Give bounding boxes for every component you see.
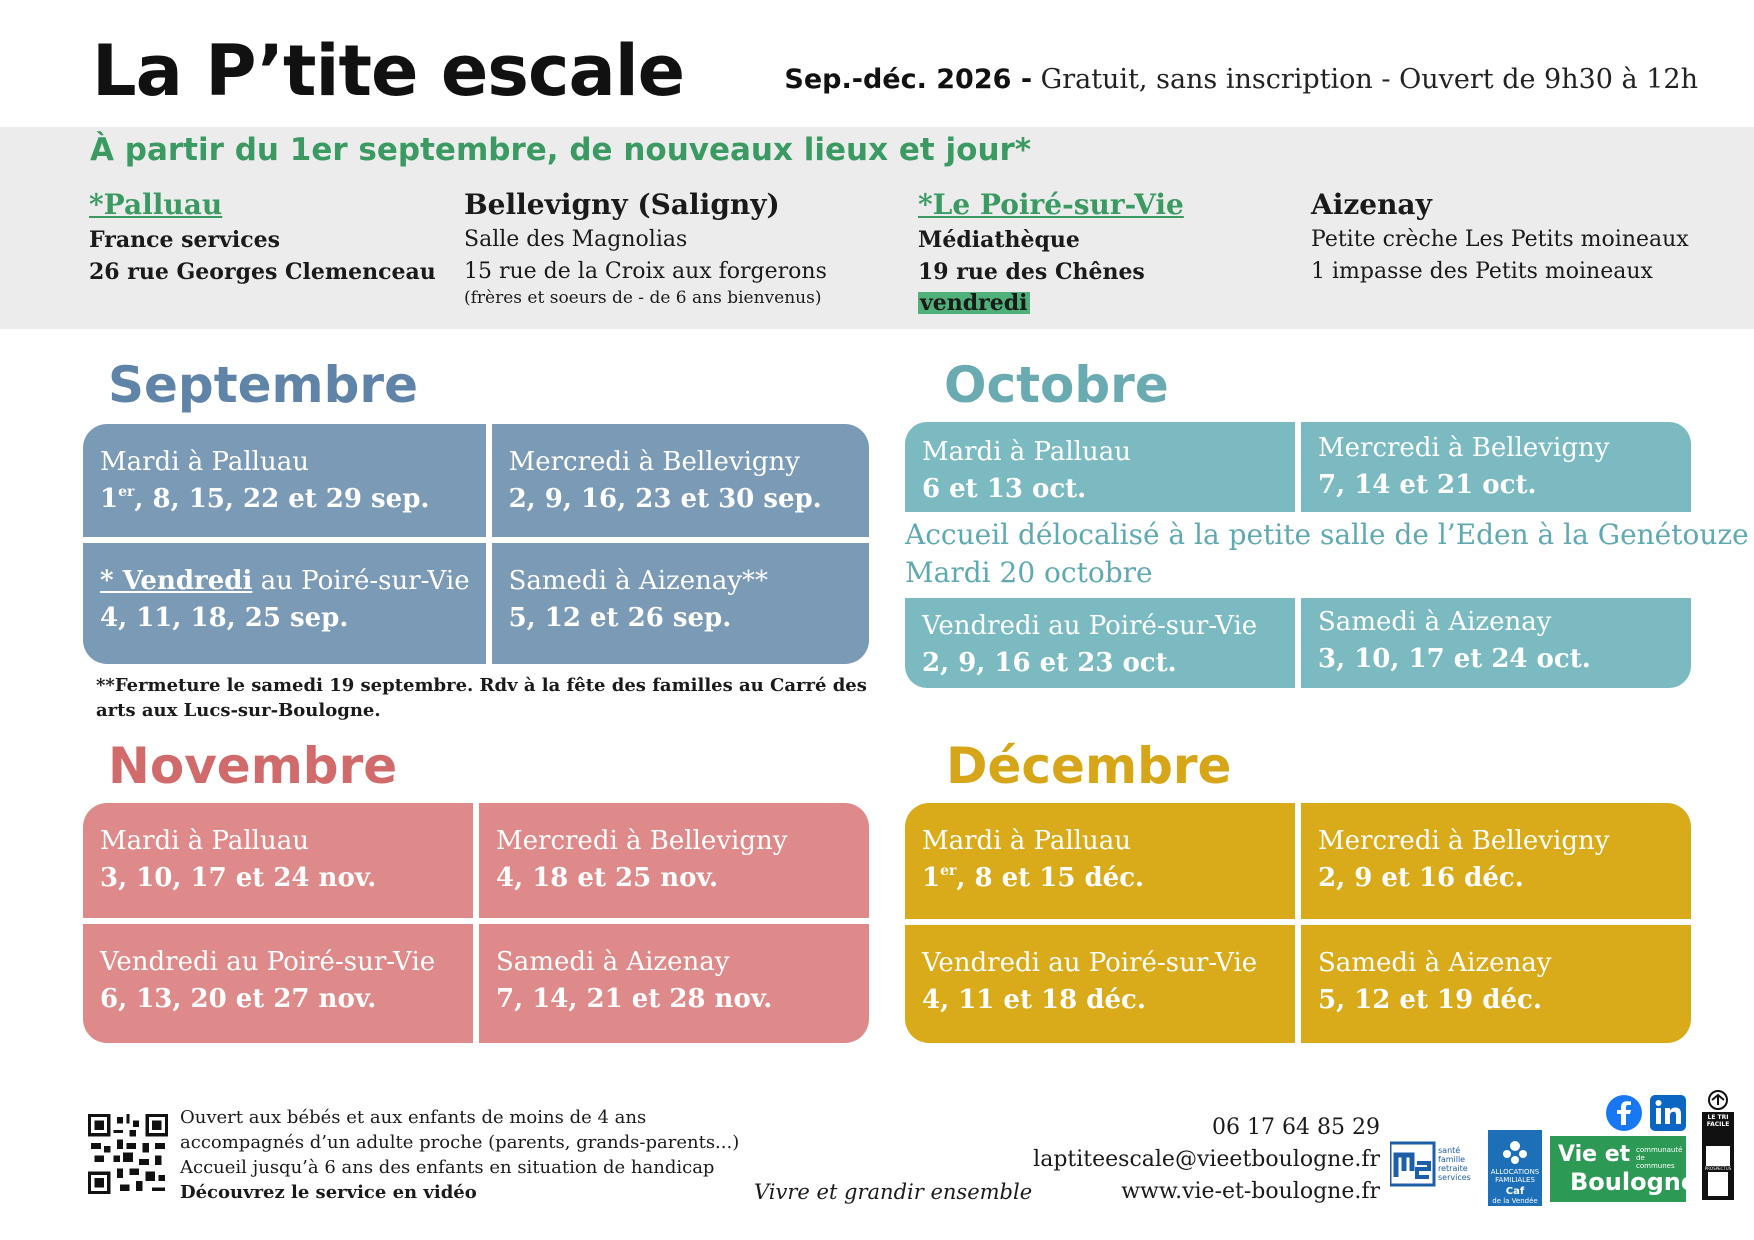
cell-dates: 2, 9, 16, 23 et 30 sep. bbox=[508, 484, 822, 514]
cell-dates: 4, 11 et 18 déc. bbox=[922, 985, 1146, 1015]
header-info: Gratuit, sans inscription - Ouvert de 9h30 à 12h bbox=[1040, 64, 1698, 95]
location-line: Médiathèque bbox=[918, 227, 1080, 253]
schedule-septembre bbox=[83, 424, 869, 664]
qr-code-icon[interactable] bbox=[88, 1114, 168, 1194]
schedule-cell bbox=[83, 543, 486, 664]
tri-facile-logo: LE TRI FACILE PROSPECTUS bbox=[1700, 1090, 1736, 1202]
schedule-cell bbox=[492, 424, 869, 537]
schedule-cell bbox=[479, 803, 869, 918]
announcement-title: À partir du 1er septembre, de nouveaux lieux et jour* bbox=[90, 132, 1032, 168]
schedule-cell bbox=[492, 543, 869, 664]
footer-line: accompagnés d’un adulte proche (parents, grands-parents...) bbox=[180, 1132, 740, 1153]
cell-dates: 3, 10, 17 et 24 nov. bbox=[100, 863, 377, 893]
cell-dates: 5, 12 et 26 sep. bbox=[508, 603, 732, 633]
cell-label: Mercredi à Bellevigny bbox=[508, 447, 800, 477]
cell-label: Samedi à Aizenay bbox=[496, 947, 730, 977]
schedule-octobre-top bbox=[905, 422, 1691, 512]
special-event-date: Mardi 20 octobre bbox=[905, 556, 1153, 589]
cell-label: Vendredi au Poiré-sur-Vie bbox=[922, 611, 1258, 641]
cell-label: Mardi à Palluau bbox=[100, 447, 309, 477]
email-link[interactable]: laptiteescale@vieetboulogne.fr bbox=[1033, 1147, 1380, 1172]
schedule-cell bbox=[479, 924, 869, 1043]
cell-dates: 7, 14, 21 et 28 nov. bbox=[496, 984, 773, 1014]
location-line: Petite crèche Les Petits moineaux bbox=[1311, 227, 1689, 252]
location-name: *Palluau bbox=[89, 188, 223, 221]
video-link[interactable]: Découvrez le service en vidéo bbox=[180, 1182, 477, 1203]
cell-label: * Vendredi au Poiré-sur-Vie bbox=[100, 566, 470, 596]
cell-label: Vendredi au Poiré-sur-Vie bbox=[922, 948, 1258, 978]
schedule-cell bbox=[83, 424, 486, 537]
special-event-place: Accueil délocalisé à la petite salle de l’Eden à la Genétouze bbox=[905, 518, 1749, 551]
contact-block bbox=[1033, 1112, 1380, 1208]
cell-label: Samedi à Aizenay bbox=[1318, 607, 1552, 637]
schedule-cell bbox=[83, 924, 473, 1043]
header-subline bbox=[784, 64, 1698, 95]
september-note: **Fermeture le samedi 19 septembre. Rdv à la fête des familles au Carré des arts aux Lucs-sur-Boulogne. bbox=[96, 675, 867, 721]
cell-dates: 7, 14 et 21 oct. bbox=[1318, 470, 1537, 500]
cell-label: Samedi à Aizenay** bbox=[508, 566, 769, 596]
schedule-cell bbox=[1301, 803, 1691, 919]
svg-text:retraite: retraite bbox=[1438, 1164, 1468, 1173]
cell-label: Mercredi à Bellevigny bbox=[1318, 433, 1610, 463]
cell-dates: 1er, 8, 15, 22 et 29 sep. bbox=[100, 484, 430, 514]
footer-line: Accueil jusqu’à 6 ans des enfants en situation de handicap bbox=[180, 1157, 715, 1178]
schedule-cell bbox=[905, 925, 1295, 1043]
schedule-cell bbox=[1301, 925, 1691, 1043]
cell-dates: 4, 18 et 25 nov. bbox=[496, 863, 719, 893]
cell-dates: 3, 10, 17 et 24 oct. bbox=[1318, 644, 1591, 674]
schedule-cell bbox=[83, 803, 473, 918]
msa-text bbox=[1440, 1142, 1488, 1143]
website-link[interactable]: www.vie-et-boulogne.fr bbox=[1121, 1179, 1380, 1204]
location-address: 19 rue des Chênes bbox=[918, 259, 1145, 285]
schedule-cell bbox=[905, 803, 1295, 919]
location-bellevigny bbox=[464, 186, 827, 308]
location-aizenay bbox=[1311, 186, 1689, 288]
facebook-icon[interactable] bbox=[1606, 1095, 1642, 1131]
cell-dates: 1er, 8 et 15 déc. bbox=[922, 863, 1145, 893]
phone-number[interactable]: 06 17 64 85 29 bbox=[1212, 1115, 1380, 1140]
svg-text:services: services bbox=[1438, 1173, 1471, 1182]
location-line: France services bbox=[89, 227, 281, 253]
schedule-cell bbox=[905, 422, 1295, 512]
schedule-cell bbox=[1301, 422, 1691, 512]
location-palluau bbox=[89, 186, 436, 288]
cell-dates: 2, 9 et 16 déc. bbox=[1318, 863, 1524, 893]
cell-dates: 6, 13, 20 et 27 nov. bbox=[100, 984, 377, 1014]
caf-symbol-icon bbox=[1501, 1138, 1529, 1166]
linkedin-icon[interactable] bbox=[1650, 1095, 1686, 1131]
location-poire-sur-vie bbox=[918, 186, 1184, 320]
cell-label: Vendredi au Poiré-sur-Vie bbox=[100, 947, 436, 977]
cell-label: Mardi à Palluau bbox=[922, 437, 1131, 467]
location-address: 15 rue de la Croix aux forgerons bbox=[464, 259, 827, 284]
cell-label: Mardi à Palluau bbox=[922, 826, 1131, 856]
location-address: 1 impasse des Petits moineaux bbox=[1311, 259, 1653, 284]
month-title-septembre: Septembre bbox=[108, 356, 418, 414]
svg-text:famille: famille bbox=[1438, 1155, 1466, 1164]
location-line: Salle des Magnolias bbox=[464, 227, 688, 252]
cell-label: Mercredi à Bellevigny bbox=[1318, 826, 1610, 856]
cell-label: Mercredi à Bellevigny bbox=[496, 826, 788, 856]
location-name: Bellevigny (Saligny) bbox=[464, 188, 780, 221]
cell-label: Mardi à Palluau bbox=[100, 826, 309, 856]
location-highlight: vendredi bbox=[920, 290, 1028, 316]
page-title: La P’tite escale bbox=[92, 30, 685, 112]
cell-dates: 6 et 13 oct. bbox=[922, 474, 1087, 504]
caf-logo: ALLOCATIONS FAMILIALES Caf de la Vendée bbox=[1488, 1130, 1542, 1206]
october-special-event bbox=[905, 516, 1749, 592]
cell-dates: 5, 12 et 19 déc. bbox=[1318, 985, 1542, 1015]
cell-dates: 2, 9, 16 et 23 oct. bbox=[922, 648, 1177, 678]
schedule-novembre bbox=[83, 803, 869, 1043]
schedule-cell bbox=[1301, 598, 1691, 688]
slogan: Vivre et grandir ensemble bbox=[754, 1180, 1033, 1204]
location-note: (frères et soeurs de - de 6 ans bienvenus) bbox=[464, 288, 822, 308]
location-name: *Le Poiré-sur-Vie bbox=[918, 188, 1184, 221]
cell-dates: 4, 11, 18, 25 sep. bbox=[100, 603, 349, 633]
schedule-cell bbox=[905, 598, 1295, 688]
schedule-octobre-bottom bbox=[905, 598, 1691, 688]
vie-et-boulogne-logo: Vie et Boulogne communauté de communes bbox=[1550, 1136, 1686, 1202]
month-title-novembre: Novembre bbox=[108, 737, 398, 795]
month-title-octobre: Octobre bbox=[944, 356, 1169, 414]
msa-logo bbox=[1390, 1141, 1490, 1187]
location-address: 26 rue Georges Clemenceau bbox=[89, 259, 436, 285]
footer-line: Ouvert aux bébés et aux enfants de moins de 4 ans bbox=[180, 1107, 647, 1128]
month-title-decembre: Décembre bbox=[946, 737, 1232, 795]
location-name: Aizenay bbox=[1311, 188, 1432, 221]
cell-label: Samedi à Aizenay bbox=[1318, 948, 1552, 978]
header-period: Sep.-déc. 2026 - bbox=[784, 64, 1033, 95]
svg-text:santé: santé bbox=[1438, 1146, 1461, 1155]
schedule-decembre bbox=[905, 803, 1691, 1043]
footer-info bbox=[180, 1105, 739, 1205]
